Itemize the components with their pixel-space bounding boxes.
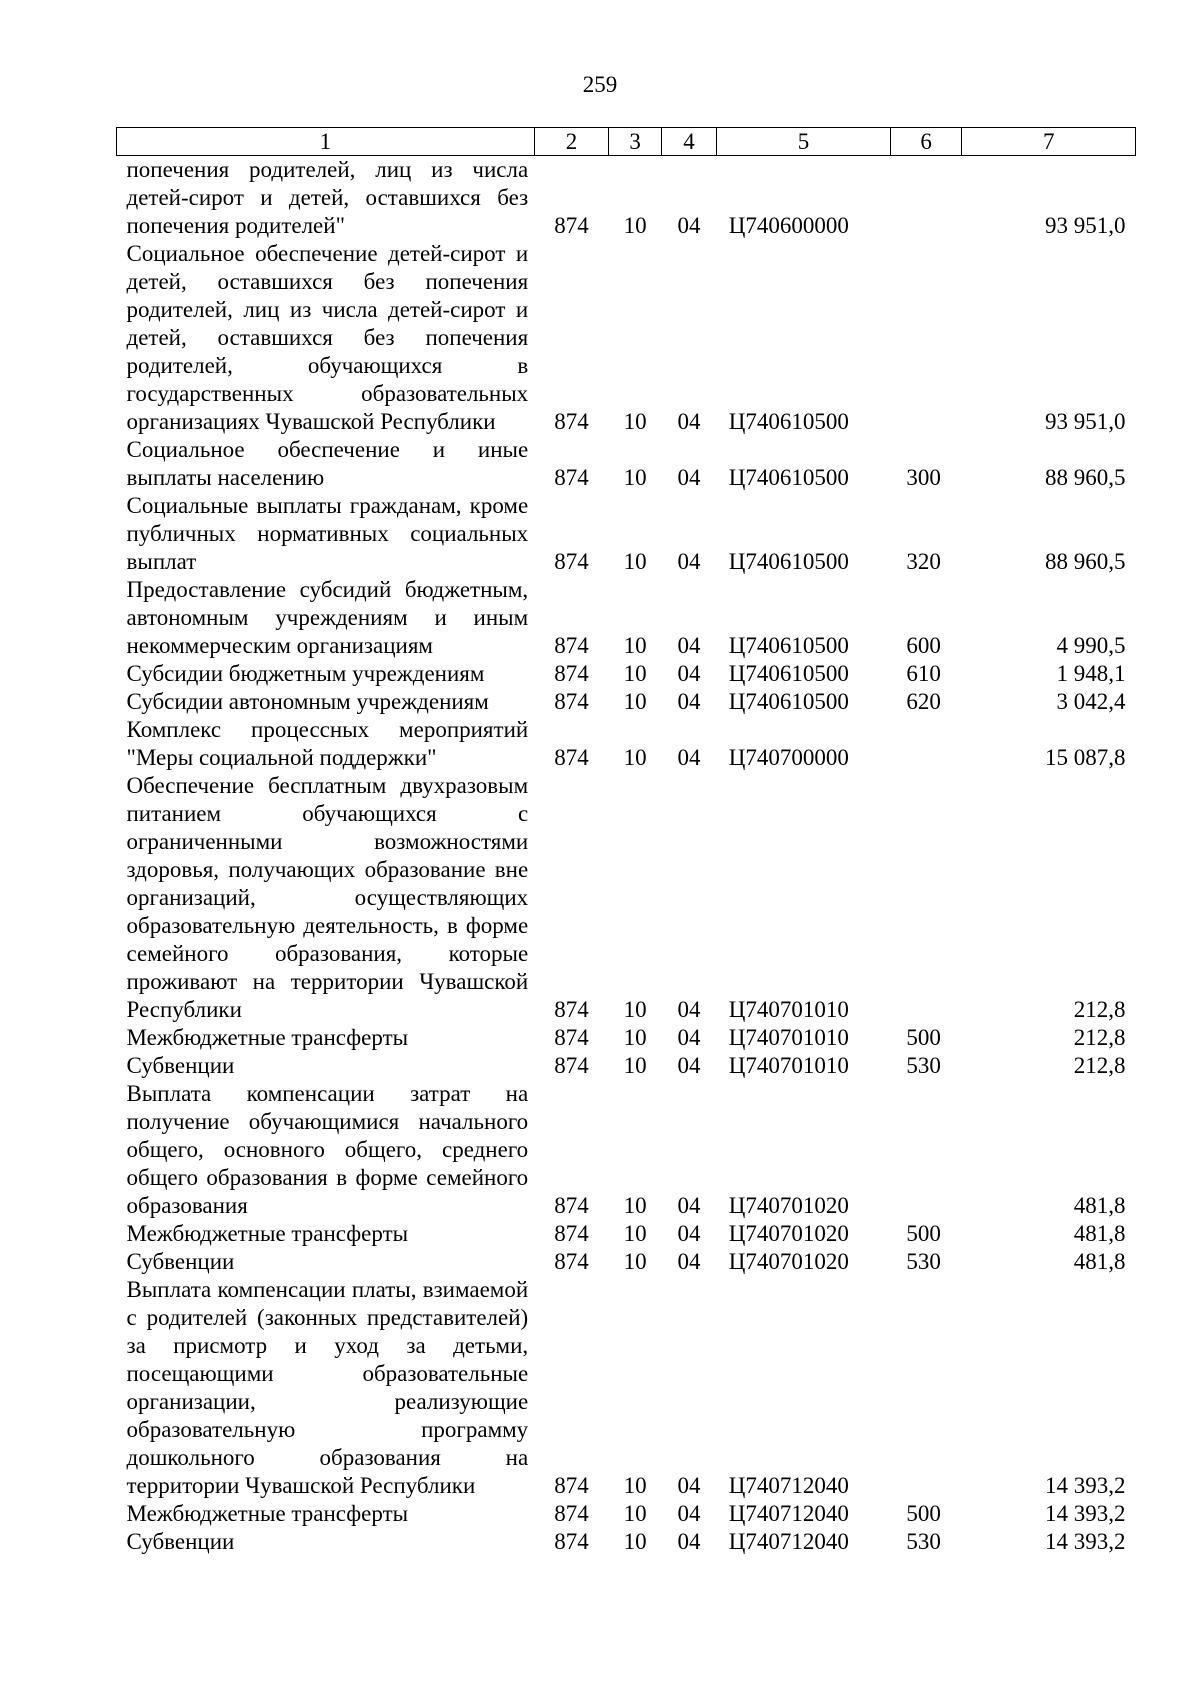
expense-type-cell — [890, 716, 962, 772]
amount-cell: 212,8 — [1073, 997, 1126, 1022]
amount-cell: 1 948,1 — [1056, 661, 1126, 686]
target-article-cell: Ц740701010 — [728, 1025, 849, 1050]
amount-cell: 212,8 — [1073, 1025, 1126, 1050]
section-code-cell: 10 — [623, 689, 647, 714]
ministry-code-cell: 874 — [554, 997, 589, 1022]
expense-type-cell: 530 — [906, 1249, 941, 1274]
section-code-cell: 10 — [623, 1053, 647, 1078]
ministry-code-cell: 874 — [554, 549, 589, 574]
table-row — [117, 156, 1136, 241]
table-row — [117, 240, 1136, 436]
amount-cell: 481,8 — [1073, 1221, 1126, 1246]
subsection-code-cell: 04 — [677, 1529, 701, 1554]
subsection-code-cell: 04 — [677, 549, 701, 574]
section-code-cell: 10 — [623, 661, 647, 686]
expense-type-cell: 600 — [906, 633, 941, 658]
row-name-cell: Комплекс процессных мероприятий "Меры социальной поддержки" — [126, 717, 529, 770]
expense-type-cell — [890, 156, 962, 241]
section-code-cell: 10 — [623, 745, 647, 770]
target-article-cell: Ц740701010 — [728, 1053, 849, 1078]
table-row — [117, 688, 1136, 716]
column-header: 6 — [890, 128, 962, 156]
column-header: 4 — [661, 128, 716, 156]
section-code-cell: 10 — [623, 1025, 647, 1050]
subsection-code-cell: 04 — [677, 1473, 701, 1498]
section-code-cell: 10 — [623, 409, 647, 434]
ministry-code-cell: 874 — [554, 1529, 589, 1554]
target-article-cell: Ц740600000 — [728, 213, 849, 238]
column-header: 1 — [117, 128, 535, 156]
target-article-cell: Ц740610500 — [728, 633, 849, 658]
section-code-cell: 10 — [623, 1501, 647, 1526]
target-article-cell: Ц740712040 — [728, 1501, 849, 1526]
column-header: 3 — [609, 128, 661, 156]
row-name-cell: Выплата компенсации затрат на получение обучающимися начального общего, основного общего, среднего общего образования в форме семейного образования — [126, 1081, 529, 1218]
subsection-code-cell: 04 — [677, 1053, 701, 1078]
subsection-code-cell: 04 — [677, 689, 701, 714]
table-row — [117, 492, 1136, 576]
amount-cell: 15 087,8 — [1045, 745, 1126, 770]
expense-type-cell: 320 — [906, 549, 941, 574]
target-article-cell: Ц740700000 — [728, 745, 849, 770]
row-name-cell: Субвенции — [126, 1529, 235, 1554]
amount-cell: 14 393,2 — [1045, 1501, 1126, 1526]
amount-cell: 88 960,5 — [1045, 465, 1126, 490]
ministry-code-cell: 874 — [554, 1193, 589, 1218]
row-name-cell: Межбюджетные трансферты — [126, 1221, 409, 1246]
target-article-cell: Ц740701020 — [728, 1221, 849, 1246]
expense-type-cell — [890, 240, 962, 436]
ministry-code-cell: 874 — [554, 465, 589, 490]
section-code-cell: 10 — [623, 1473, 647, 1498]
row-name-cell: Субвенции — [126, 1249, 235, 1274]
amount-cell: 212,8 — [1073, 1053, 1126, 1078]
table-row — [117, 1276, 1136, 1500]
expense-type-cell — [890, 1276, 962, 1500]
table-body — [117, 156, 1136, 1557]
amount-cell: 93 951,0 — [1045, 213, 1126, 238]
ministry-code-cell: 874 — [554, 1473, 589, 1498]
ministry-code-cell: 874 — [554, 409, 589, 434]
target-article-cell: Ц740610500 — [728, 689, 849, 714]
ministry-code-cell: 874 — [554, 745, 589, 770]
target-article-cell: Ц740610500 — [728, 661, 849, 686]
ministry-code-cell: 874 — [554, 661, 589, 686]
amount-cell: 93 951,0 — [1045, 409, 1126, 434]
ministry-code-cell: 874 — [554, 1249, 589, 1274]
amount-cell: 481,8 — [1073, 1193, 1126, 1218]
ministry-code-cell: 874 — [554, 1053, 589, 1078]
expense-type-cell: 500 — [906, 1025, 941, 1050]
ministry-code-cell: 874 — [554, 689, 589, 714]
table-row — [117, 1080, 1136, 1220]
table-row — [117, 1500, 1136, 1528]
expense-type-cell: 530 — [906, 1529, 941, 1554]
target-article-cell: Ц740610500 — [728, 549, 849, 574]
target-article-cell: Ц740610500 — [728, 465, 849, 490]
subsection-code-cell: 04 — [677, 1249, 701, 1274]
target-article-cell: Ц740701020 — [728, 1249, 849, 1274]
subsection-code-cell: 04 — [677, 745, 701, 770]
row-name-cell: попечения родителей, лиц из числа детей-сирот и детей, оставшихся без попечения родителей" — [126, 157, 529, 238]
budget-table — [116, 127, 1136, 1556]
table-row — [117, 576, 1136, 660]
subsection-code-cell: 04 — [677, 1025, 701, 1050]
section-code-cell: 10 — [623, 1221, 647, 1246]
column-header: 7 — [962, 128, 1136, 156]
target-article-cell: Ц740701010 — [728, 997, 849, 1022]
expense-type-cell: 530 — [906, 1053, 941, 1078]
table-row — [117, 1052, 1136, 1080]
table-row — [117, 1220, 1136, 1248]
ministry-code-cell: 874 — [554, 1501, 589, 1526]
row-name-cell: Межбюджетные трансферты — [126, 1501, 409, 1526]
amount-cell: 481,8 — [1073, 1249, 1126, 1274]
column-number-header — [117, 128, 1136, 156]
table-row — [117, 772, 1136, 1024]
table-row — [117, 660, 1136, 688]
subsection-code-cell: 04 — [677, 213, 701, 238]
row-name-cell: Предоставление субсидий бюджетным, автономным учреждениям и иным некоммерческим организациям — [126, 577, 529, 658]
expense-type-cell: 500 — [906, 1501, 941, 1526]
row-name-cell: Социальные выплаты гражданам, кроме публичных нормативных социальных выплат — [126, 493, 529, 574]
subsection-code-cell: 04 — [677, 409, 701, 434]
row-name-cell: Субвенции — [126, 1053, 235, 1078]
target-article-cell: Ц740712040 — [728, 1529, 849, 1554]
section-code-cell: 10 — [623, 1249, 647, 1274]
subsection-code-cell: 04 — [677, 1221, 701, 1246]
ministry-code-cell: 874 — [554, 1025, 589, 1050]
subsection-code-cell: 04 — [677, 1193, 701, 1218]
expense-type-cell: 300 — [906, 465, 941, 490]
ministry-code-cell: 874 — [554, 1221, 589, 1246]
target-article-cell: Ц740701020 — [728, 1193, 849, 1218]
amount-cell: 14 393,2 — [1045, 1473, 1126, 1498]
column-header: 5 — [717, 128, 891, 156]
section-code-cell: 10 — [623, 1529, 647, 1554]
row-name-cell: Выплата компенсации платы, взимаемой с родителей (законных представителей) за присмотр и уход за детьми, посещающими образовательные организации, реализующие образовательную программу дошкольного образования на территории Чувашской Республики — [126, 1277, 529, 1498]
row-name-cell: Социальное обеспечение детей-сирот и детей, оставшихся без попечения родителей, лиц из числа детей-сирот и детей, оставшихся без попечения родителей, обучающихся в государственных образовательных организациях Чувашской Республики — [126, 241, 529, 434]
expense-type-cell: 500 — [906, 1221, 941, 1246]
section-code-cell: 10 — [623, 997, 647, 1022]
row-name-cell: Субсидии бюджетным учреждениям — [126, 661, 485, 686]
row-name-cell: Субсидии автономным учреждениям — [126, 689, 489, 714]
subsection-code-cell: 04 — [677, 661, 701, 686]
expense-type-cell — [890, 1080, 962, 1220]
subsection-code-cell: 04 — [677, 1501, 701, 1526]
section-code-cell: 10 — [623, 465, 647, 490]
section-code-cell: 10 — [623, 213, 647, 238]
table-row — [117, 436, 1136, 492]
expense-type-cell: 610 — [906, 661, 941, 686]
amount-cell: 88 960,5 — [1045, 549, 1126, 574]
section-code-cell: 10 — [623, 549, 647, 574]
ministry-code-cell: 874 — [554, 633, 589, 658]
table-row — [117, 1248, 1136, 1276]
ministry-code-cell: 874 — [554, 213, 589, 238]
amount-cell: 14 393,2 — [1045, 1529, 1126, 1554]
row-name-cell: Межбюджетные трансферты — [126, 1025, 409, 1050]
subsection-code-cell: 04 — [677, 465, 701, 490]
table-row — [117, 716, 1136, 772]
target-article-cell: Ц740610500 — [728, 409, 849, 434]
subsection-code-cell: 04 — [677, 997, 701, 1022]
table-row — [117, 1024, 1136, 1052]
amount-cell: 4 990,5 — [1056, 633, 1126, 658]
expense-type-cell — [890, 772, 962, 1024]
subsection-code-cell: 04 — [677, 633, 701, 658]
amount-cell: 3 042,4 — [1056, 689, 1126, 714]
section-code-cell: 10 — [623, 1193, 647, 1218]
page-number: 259 — [582, 72, 618, 97]
row-name-cell: Обеспечение бесплатным двухразовым питанием обучающихся с ограниченными возможностями здоровья, получающих образование вне организаций, осуществляющих образовательную деятельность, в форме семейного образования, которые проживают на территории Чувашской Республики — [126, 773, 529, 1022]
section-code-cell: 10 — [623, 633, 647, 658]
target-article-cell: Ц740712040 — [728, 1473, 849, 1498]
column-header: 2 — [534, 128, 609, 156]
row-name-cell: Социальное обеспечение и иные выплаты населению — [126, 437, 529, 490]
expense-type-cell: 620 — [906, 689, 941, 714]
table-row — [117, 1528, 1136, 1556]
